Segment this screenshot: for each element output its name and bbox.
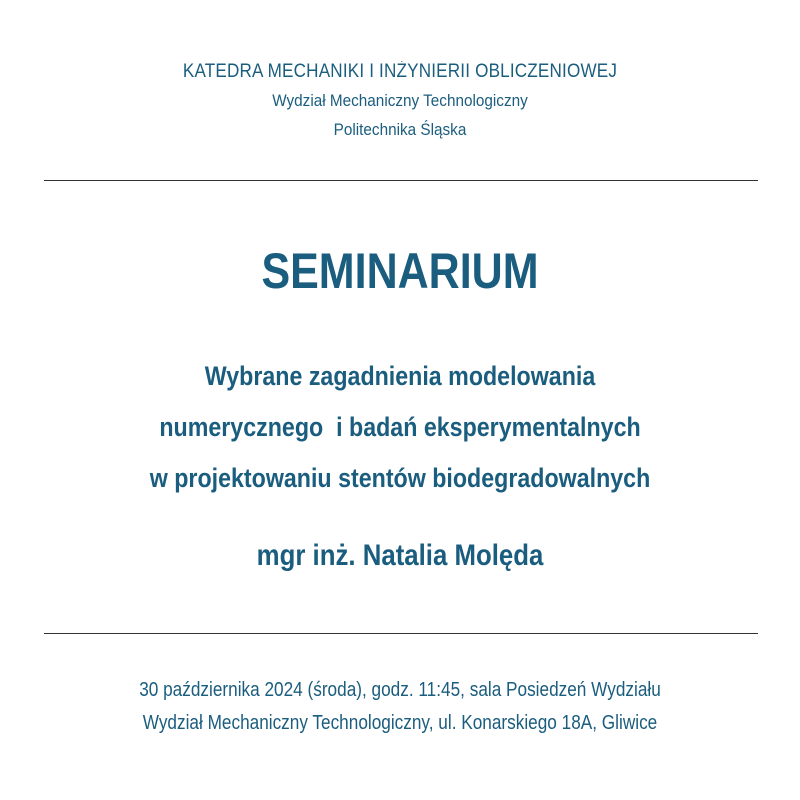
event-title: SEMINARIUM <box>261 243 539 299</box>
address: Wydział Mechaniczny Technologiczny, ul. Konarskiego 18A, Gliwice <box>142 712 658 734</box>
header <box>0 58 800 144</box>
topic-line: w projektowaniu stentów biodegradowalnych <box>149 463 651 493</box>
speaker-name: mgr inż. Natalia Molęda <box>256 539 544 572</box>
university-name: Politechnika Śląska <box>333 120 467 139</box>
topic-line: Wybrane zagadnienia modelowania <box>204 361 596 391</box>
topic-line: numerycznego i badań eksperymentalnych <box>159 412 641 442</box>
seminar-topic <box>0 351 800 504</box>
top-divider <box>44 180 758 181</box>
faculty-name: Wydział Mechaniczny Technologiczny <box>272 91 528 110</box>
bottom-divider <box>44 633 758 634</box>
date-time-room: 30 października 2024 (środa), godz. 11:45, sala Posiedzeń Wydziału <box>139 679 661 701</box>
event-details <box>0 674 800 740</box>
department-name: KATEDRA MECHANIKI I INŻYNIERII OBLICZENIOWEJ <box>182 61 618 82</box>
